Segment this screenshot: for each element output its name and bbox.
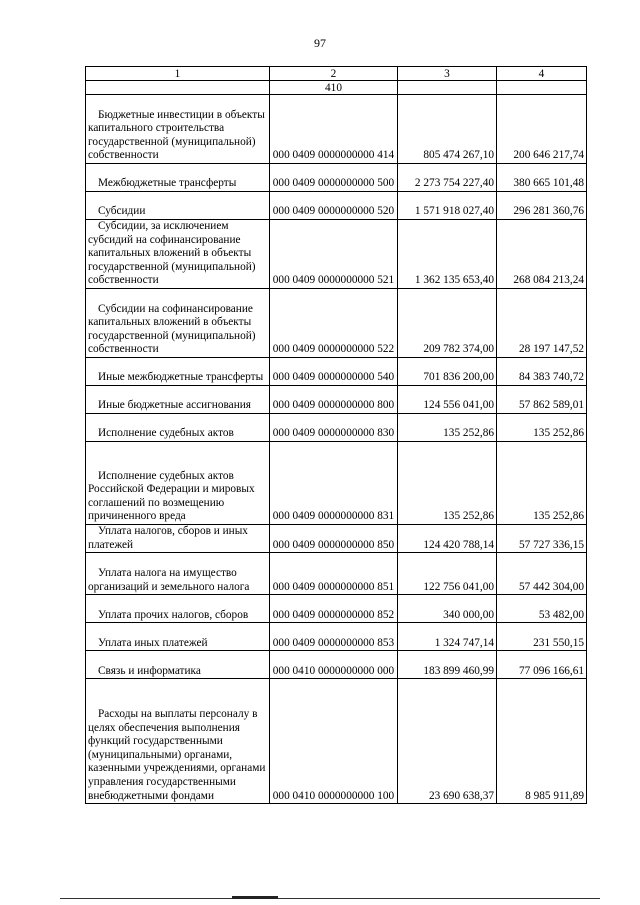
row-value-1: 805 474 267,10 <box>398 95 497 164</box>
row-value-2: 231 550,15 <box>497 623 587 651</box>
row-name: Иные бюджетные ассигнования <box>86 386 270 414</box>
table-row <box>86 679 587 804</box>
row-code: 000 0410 0000000000 100 <box>270 679 398 804</box>
page-number: 97 <box>314 36 326 50</box>
row-value-1: 1 324 747,14 <box>398 623 497 651</box>
budget-table <box>85 66 587 804</box>
row-name: Субсидии, за исключением субсидий на софинансирование капитальных вложений в объекты государственной (муниципальной) собственности <box>86 220 270 289</box>
header-row <box>86 67 587 81</box>
row-name: Субсидии <box>86 192 270 220</box>
row-name: Уплата налога на имущество организаций и земельного налога <box>86 553 270 595</box>
row-value-1: 135 252,86 <box>398 414 497 442</box>
row-name: Уплата иных платежей <box>86 623 270 651</box>
row-value-1: 1 362 135 653,40 <box>398 220 497 289</box>
row-name: Уплата налогов, сборов и иных платежей <box>86 525 270 553</box>
continuation-name-cell <box>86 81 270 95</box>
row-name: Бюджетные инвестиции в объекты капитального строительства государственной (муниципальной) собственности <box>86 95 270 164</box>
row-name: Расходы на выплаты персоналу в целях обеспечения выполнения функций государственными (муниципальными) органами, казенными учреждениями, органами управления государственными внебюджетными фондами <box>86 679 270 804</box>
table-row <box>86 192 587 220</box>
table-row <box>86 289 587 358</box>
continuation-value-cell <box>398 81 497 95</box>
row-value-1: 1 571 918 027,40 <box>398 192 497 220</box>
row-value-1: 701 836 200,00 <box>398 358 497 386</box>
row-name: Межбюджетные трансферты <box>86 164 270 192</box>
column-header-value-2: 4 <box>497 67 587 81</box>
row-value-1: 124 556 041,00 <box>398 386 497 414</box>
row-value-2: 268 084 213,24 <box>497 220 587 289</box>
row-code: 000 0409 0000000000 500 <box>270 164 398 192</box>
column-header-code: 2 <box>270 67 398 81</box>
row-code: 000 0409 0000000000 521 <box>270 220 398 289</box>
row-value-2: 8 985 911,89 <box>497 679 587 804</box>
row-code: 000 0409 0000000000 850 <box>270 525 398 553</box>
table-row <box>86 651 587 679</box>
table-row <box>86 414 587 442</box>
row-value-2: 57 862 589,01 <box>497 386 587 414</box>
row-value-2: 28 197 147,52 <box>497 289 587 358</box>
row-name: Уплата прочих налогов, сборов <box>86 595 270 623</box>
table-row <box>86 358 587 386</box>
table-row <box>86 595 587 623</box>
table-row <box>86 553 587 595</box>
row-code: 000 0409 0000000000 520 <box>270 192 398 220</box>
row-code: 000 0409 0000000000 853 <box>270 623 398 651</box>
row-value-1: 209 782 374,00 <box>398 289 497 358</box>
row-name: Субсидии на софинансирование капитальных вложений в объекты государственной (муниципальной) собственности <box>86 289 270 358</box>
continuation-row <box>86 81 587 95</box>
table-row <box>86 386 587 414</box>
row-value-2: 77 096 166,61 <box>497 651 587 679</box>
table-row <box>86 525 587 553</box>
row-value-1: 340 000,00 <box>398 595 497 623</box>
row-code: 000 0409 0000000000 830 <box>270 414 398 442</box>
row-value-1: 122 756 041,00 <box>398 553 497 595</box>
table-row <box>86 220 587 289</box>
row-code: 000 0409 0000000000 852 <box>270 595 398 623</box>
row-value-2: 200 646 217,74 <box>497 95 587 164</box>
row-code: 000 0410 0000000000 000 <box>270 651 398 679</box>
table-row <box>86 164 587 192</box>
row-value-2: 84 383 740,72 <box>497 358 587 386</box>
row-code: 000 0409 0000000000 831 <box>270 442 398 525</box>
row-value-2: 135 252,86 <box>497 414 587 442</box>
row-value-1: 2 273 754 227,40 <box>398 164 497 192</box>
row-value-2: 53 482,00 <box>497 595 587 623</box>
row-value-2: 57 442 304,00 <box>497 553 587 595</box>
bottom-rule <box>60 898 600 899</box>
column-header-value-1: 3 <box>398 67 497 81</box>
row-value-2: 380 665 101,48 <box>497 164 587 192</box>
row-code: 000 0409 0000000000 414 <box>270 95 398 164</box>
table-row <box>86 442 587 525</box>
row-code: 000 0409 0000000000 522 <box>270 289 398 358</box>
row-value-2: 135 252,86 <box>497 442 587 525</box>
continuation-value-cell <box>497 81 587 95</box>
row-name: Исполнение судебных актов Российской Федерации и мировых соглашений по возмещению причиненного вреда <box>86 442 270 525</box>
row-name: Исполнение судебных актов <box>86 414 270 442</box>
row-value-1: 183 899 460,99 <box>398 651 497 679</box>
row-value-1: 124 420 788,14 <box>398 525 497 553</box>
row-name: Связь и информатика <box>86 651 270 679</box>
row-name: Иные межбюджетные трансферты <box>86 358 270 386</box>
table-row <box>86 95 587 164</box>
row-value-2: 57 727 336,15 <box>497 525 587 553</box>
row-value-1: 135 252,86 <box>398 442 497 525</box>
table-row <box>86 623 587 651</box>
row-code: 000 0409 0000000000 540 <box>270 358 398 386</box>
column-header-name: 1 <box>86 67 270 81</box>
row-code: 000 0409 0000000000 851 <box>270 553 398 595</box>
row-code: 000 0409 0000000000 800 <box>270 386 398 414</box>
bottom-mark <box>232 896 278 899</box>
row-value-2: 296 281 360,76 <box>497 192 587 220</box>
row-value-1: 23 690 638,37 <box>398 679 497 804</box>
continuation-code: 410 <box>270 81 398 95</box>
